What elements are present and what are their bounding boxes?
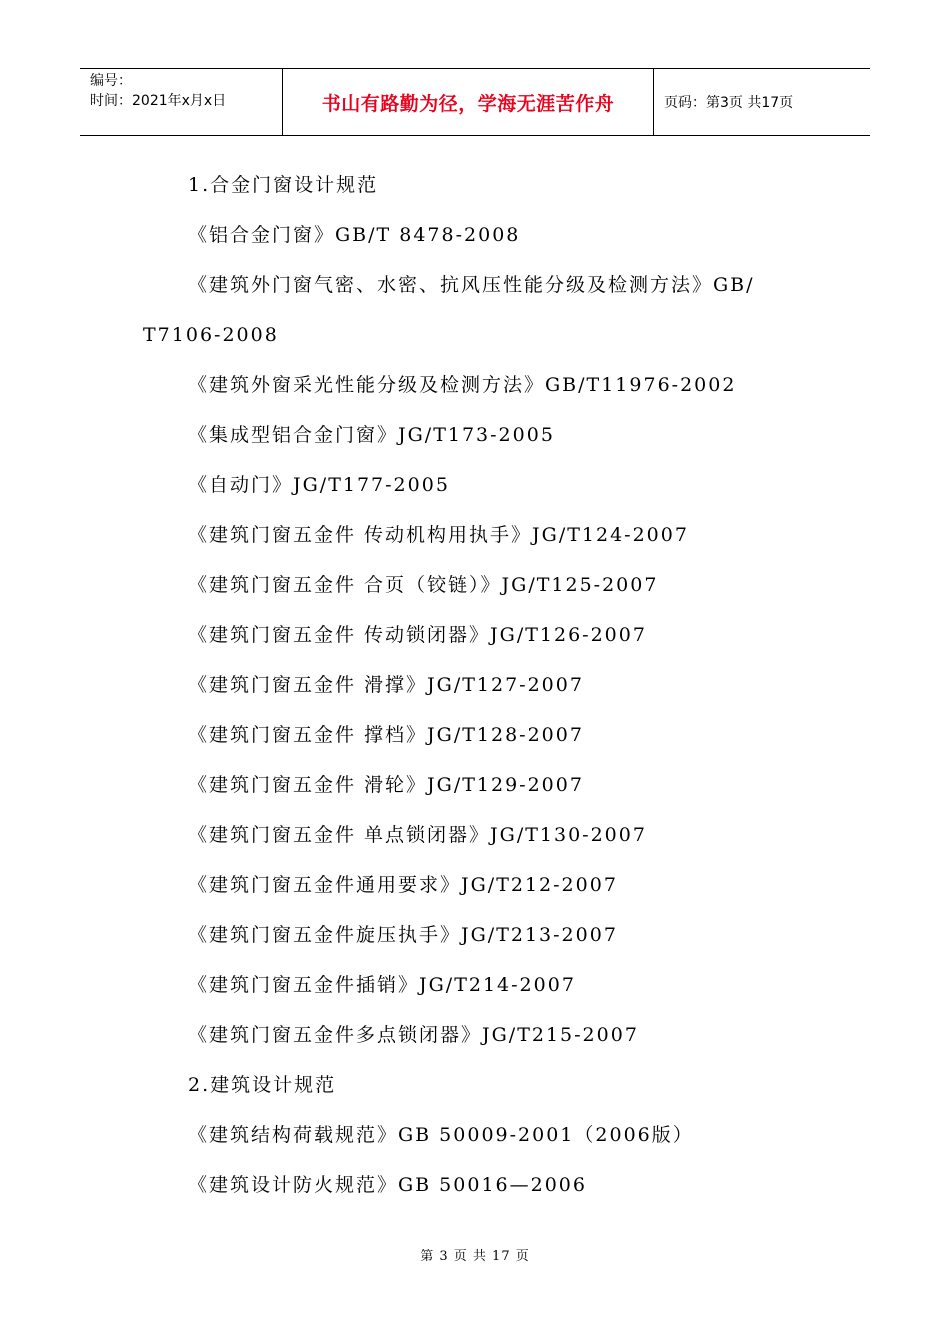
header-meta [80, 69, 282, 135]
header-page-info: 页码：第3页 共17页 [664, 95, 794, 111]
standard-line-continued: T7106-2008 [143, 324, 279, 346]
standard-line: 《建筑门窗五金件 传动机构用执手》JG/T124-2007 [188, 524, 689, 546]
standard-line: 《建筑外窗采光性能分级及检测方法》GB/T11976-2002 [188, 374, 737, 396]
section-heading: 1.合金门窗设计规范 [188, 174, 379, 196]
page-header [80, 68, 870, 136]
standard-line: 《建筑设计防火规范》GB 50016—2006 [188, 1174, 587, 1196]
standard-line: 《自动门》JG/T177-2005 [188, 474, 450, 496]
header-motto: 书山有路勤为径，学海无涯苦作舟 [321, 92, 615, 115]
standard-line: 《建筑门窗五金件 滑撑》JG/T127-2007 [188, 674, 584, 696]
page-footer: 第 3 页 共 17 页 [420, 1249, 530, 1264]
header-motto-cell [282, 69, 654, 135]
standard-line: 《建筑门窗五金件 撑档》JG/T128-2007 [188, 724, 584, 746]
standard-line: 《建筑外门窗气密、水密、抗风压性能分级及检测方法》GB/ [188, 274, 755, 296]
section-heading: 2.建筑设计规范 [188, 1074, 337, 1096]
standard-line: 《建筑门窗五金件 传动锁闭器》JG/T126-2007 [188, 624, 647, 646]
standard-line: 《建筑门窗五金件通用要求》JG/T212-2007 [188, 874, 618, 896]
standard-line: 《建筑门窗五金件多点锁闭器》JG/T215-2007 [188, 1024, 639, 1046]
document-date: 时间：2021年x月x日 [90, 93, 227, 109]
standard-line: 《铝合金门窗》GB/T 8478-2008 [188, 224, 521, 246]
standard-line: 《建筑门窗五金件 滑轮》JG/T129-2007 [188, 774, 584, 796]
standard-line: 《建筑门窗五金件 单点锁闭器》JG/T130-2007 [188, 824, 647, 846]
standard-line: 《建筑门窗五金件旋压执手》JG/T213-2007 [188, 924, 618, 946]
document-number-label: 编号： [90, 73, 132, 89]
standard-line: 《建筑门窗五金件插销》JG/T214-2007 [188, 974, 576, 996]
standard-line: 《集成型铝合金门窗》JG/T173-2005 [188, 424, 555, 446]
standard-line: 《建筑门窗五金件 合页（铰链）》JG/T125-2007 [188, 574, 659, 596]
standard-line: 《建筑结构荷载规范》GB 50009-2001（2006版） [188, 1124, 694, 1146]
